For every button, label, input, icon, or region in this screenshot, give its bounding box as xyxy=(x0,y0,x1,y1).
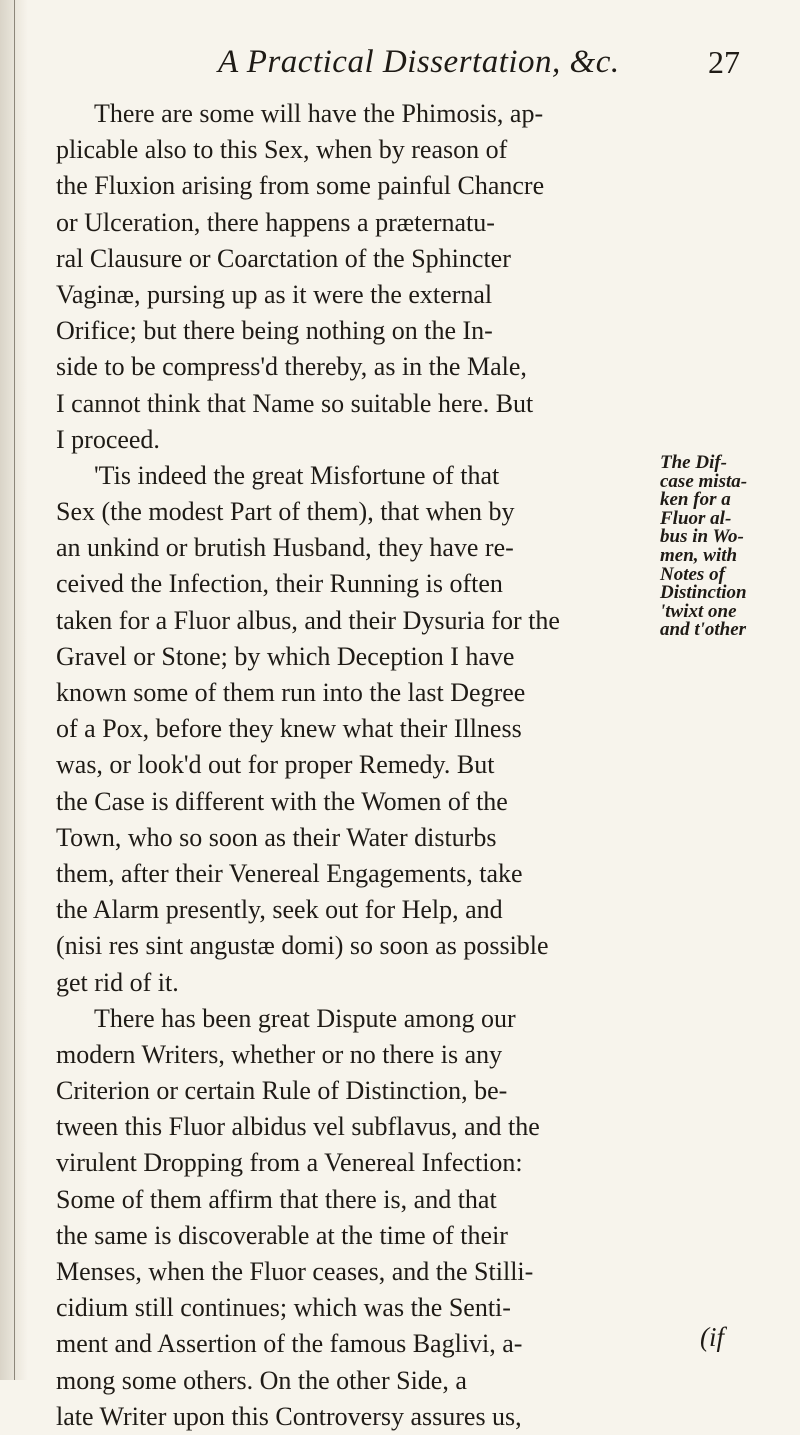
text-line: or Ulceration, there happens a præternatu- xyxy=(56,207,495,237)
text-line: modern Writers, whether or no there is any xyxy=(56,1039,503,1069)
text-line: Town, who so soon as their Water disturbs xyxy=(56,822,497,852)
text-line: the Fluxion arising from some painful Chancre xyxy=(56,171,545,201)
text-line: 'Tis indeed the great Misfortune of that xyxy=(94,460,500,490)
gutter-edge-line xyxy=(14,0,15,1380)
text-line: side to be compress'd thereby, as in the Male, xyxy=(56,352,527,382)
text-line: the same is discoverable at the time of their xyxy=(56,1220,508,1250)
text-line: ral Clausure or Coarctation of the Sphincter xyxy=(56,243,511,273)
text-line: the Case is different with the Women of the xyxy=(56,786,508,816)
margin-note-line: The Dif- xyxy=(660,452,728,473)
text-line: Gravel or Stone; by which Deception I have xyxy=(56,641,515,671)
text-line: Vaginæ, pursing up as it were the external xyxy=(56,279,493,309)
page-number: 27 xyxy=(708,44,740,80)
margin-note-line: Fluor al- xyxy=(660,507,732,529)
text-line: an unkind or brutish Husband, they have re- xyxy=(56,533,514,563)
margin-note-line: bus in Wo- xyxy=(660,526,744,548)
text-line: Orifice; but there being nothing on the In- xyxy=(56,316,493,346)
running-head xyxy=(100,44,760,84)
margin-note-line: Distinction xyxy=(660,582,747,604)
text-line: the Alarm presently, seek out for Help, and xyxy=(56,895,503,925)
text-line: taken for a Fluor albus, and their Dysuria for the xyxy=(56,605,560,635)
text-line: known some of them run into the last Degree xyxy=(56,678,526,707)
text-line: Criterion or certain Rule of Distinction, be- xyxy=(56,1076,508,1106)
text-line: tween this Fluor albidus vel subflavus, and the xyxy=(56,1112,540,1142)
text-line: was, or look'd out for proper Remedy. But xyxy=(56,750,495,780)
text-line: I proceed. xyxy=(56,424,160,454)
binding-gutter xyxy=(0,0,28,1380)
margin-note-line: case mista- xyxy=(660,470,748,492)
text-line: them, after their Venereal Engagements, take xyxy=(56,858,523,888)
text-line: cidium still continues; which was the Senti- xyxy=(56,1293,511,1323)
text-line: get rid of it. xyxy=(56,967,179,997)
text-line: ceived the Infection, their Running is often xyxy=(56,569,503,599)
running-title: A Practical Dissertation, &c. xyxy=(218,44,620,80)
text-line: There are some will have the Phimosis, ap- xyxy=(94,99,544,128)
text-line: ment and Assertion of the famous Baglivi, a- xyxy=(56,1329,523,1359)
text-line: There has been great Dispute among our xyxy=(94,1003,516,1033)
text-line: Sex (the modest Part of them), that when by xyxy=(56,497,515,527)
text-line: of a Pox, before they knew what their Illness xyxy=(56,714,522,744)
catchword: (if xyxy=(700,1322,724,1352)
text-line: late Writer upon this Controversy assures us, xyxy=(56,1401,522,1431)
text-line: mong some others. On the other Side, a xyxy=(56,1365,467,1395)
margin-note-line: men, with xyxy=(660,544,738,566)
margin-note xyxy=(660,454,780,640)
margin-note-line: ken for a xyxy=(660,489,731,511)
text-line: Menses, when the Fluor ceases, and the Stilli- xyxy=(56,1257,534,1286)
text-line: plicable also to this Sex, when by reason of xyxy=(56,135,508,165)
margin-note-line: and t'other xyxy=(660,619,747,641)
margin-note-line: Notes of xyxy=(660,563,725,585)
text-line: virulent Dropping from a Venereal Infection: xyxy=(56,1148,523,1178)
text-line: (nisi res sint angustæ domi) so soon as possible xyxy=(56,931,549,961)
text-line: Some of them affirm that there is, and that xyxy=(56,1184,497,1214)
text-line: I cannot think that Name so suitable here. But xyxy=(56,388,534,418)
margin-note-line: 'twixt one xyxy=(660,600,737,622)
body-text xyxy=(56,96,660,1435)
